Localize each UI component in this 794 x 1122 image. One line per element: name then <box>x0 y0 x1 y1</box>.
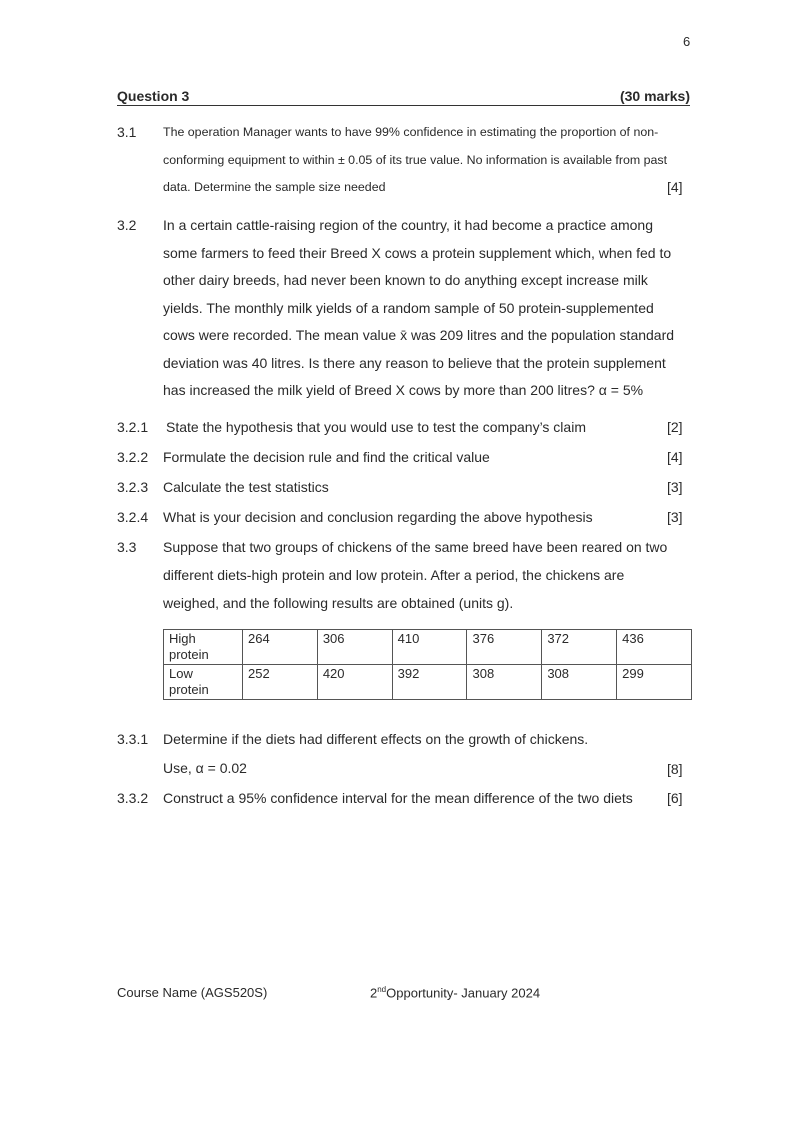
item-number-3-2-2: 3.2.2 <box>117 449 149 465</box>
table-cell: 306 <box>317 630 392 665</box>
row-label: High protein <box>164 630 243 665</box>
table-cell: 264 <box>243 630 318 665</box>
table-cell: 376 <box>467 630 542 665</box>
q3-3-2-text: Construct a 95% confidence interval for the mean difference of the two diets <box>163 790 633 806</box>
q3-2-3-text: Calculate the test statistics <box>163 479 329 495</box>
q3-2-4-mark: [3] <box>667 509 683 525</box>
footer-course: Course Name (AGS520S) <box>117 985 268 1000</box>
q3-2-3-mark: [3] <box>667 479 683 495</box>
table-cell: 372 <box>542 630 617 665</box>
q3-3-1-mark: [8] <box>667 761 683 777</box>
q3-3-1-text: Determine if the diets had different effects on the growth of chickens. <box>163 731 589 747</box>
q3-3-1-alpha: Use, α = 0.02 <box>163 760 247 776</box>
q3-2-line-5: cows were recorded. The mean value x̄ was 209 litres and the population standard <box>163 327 675 343</box>
question-title: Question 3 <box>117 88 190 104</box>
q3-2-2-text: Formulate the decision rule and find the critical value <box>163 449 490 465</box>
row-label: Low protein <box>164 665 243 700</box>
q3-2-line-4: yields. The monthly milk yields of a random sample of 50 protein-supplemented <box>163 300 654 316</box>
q3-2-line-3: other dairy breeds, had never been known to do anything except increase milk <box>163 272 648 288</box>
q3-2-line-6: deviation was 40 litres. Is there any reason to believe that the protein supplement <box>163 355 666 371</box>
item-number-3-3-1: 3.3.1 <box>117 731 149 747</box>
item-number-3-2-4: 3.2.4 <box>117 509 149 525</box>
table-cell: 392 <box>392 665 467 700</box>
q3-2-2-mark: [4] <box>667 449 683 465</box>
q3-3-line-2: different diets-high protein and low protein. After a period, the chickens are <box>163 567 625 583</box>
question-header <box>117 88 690 106</box>
item-number-3-2: 3.2 <box>117 217 137 233</box>
q3-1-mark: [4] <box>667 179 683 195</box>
table-cell: 308 <box>467 665 542 700</box>
q3-2-1-text: State the hypothesis that you would use to test the company’s claim <box>166 419 586 435</box>
item-number-3-3-2: 3.3.2 <box>117 790 149 806</box>
table-cell: 410 <box>392 630 467 665</box>
q3-2-4-text: What is your decision and conclusion regarding the above hypothesis <box>163 509 593 525</box>
item-number-3-1: 3.1 <box>117 124 137 140</box>
table-cell: 299 <box>617 665 692 700</box>
q3-1-line-1: The operation Manager wants to have 99% confidence in estimating the proportion of non- <box>163 125 659 139</box>
item-number-3-2-3: 3.2.3 <box>117 479 149 495</box>
q3-1-line-3: data. Determine the sample size needed <box>163 180 386 194</box>
table-cell: 252 <box>243 665 318 700</box>
q3-2-line-2: some farmers to feed their Breed X cows a protein supplement which, when fed to <box>163 245 672 261</box>
q3-3-line-3: weighed, and the following results are obtained (units g). <box>163 595 514 611</box>
item-number-3-2-1: 3.2.1 <box>117 419 149 435</box>
table-row-high-protein <box>164 630 692 665</box>
q3-3-2-mark: [6] <box>667 790 683 806</box>
table-cell: 308 <box>542 665 617 700</box>
q3-2-line-1: In a certain cattle-raising region of the country, it had become a practice among <box>163 217 654 233</box>
question-marks: (30 marks) <box>619 88 690 104</box>
table-cell: 436 <box>617 630 692 665</box>
q3-2-line-7: has increased the milk yield of Breed X cows by more than 200 litres? α = 5% <box>163 382 644 398</box>
chicken-weights-table <box>163 629 692 700</box>
table-row-low-protein <box>164 665 692 700</box>
q3-2-1-mark: [2] <box>667 419 683 435</box>
table-cell: 420 <box>317 665 392 700</box>
q3-3-line-1: Suppose that two groups of chickens of the same breed have been reared on two <box>163 539 668 555</box>
page-number: 6 <box>683 34 691 49</box>
footer-opportunity: 2ndOpportunity- January 2024 <box>370 985 541 1001</box>
q3-1-line-2: conforming equipment to within ± 0.05 of its true value. No information is available from past <box>163 153 668 167</box>
item-number-3-3: 3.3 <box>117 539 137 555</box>
